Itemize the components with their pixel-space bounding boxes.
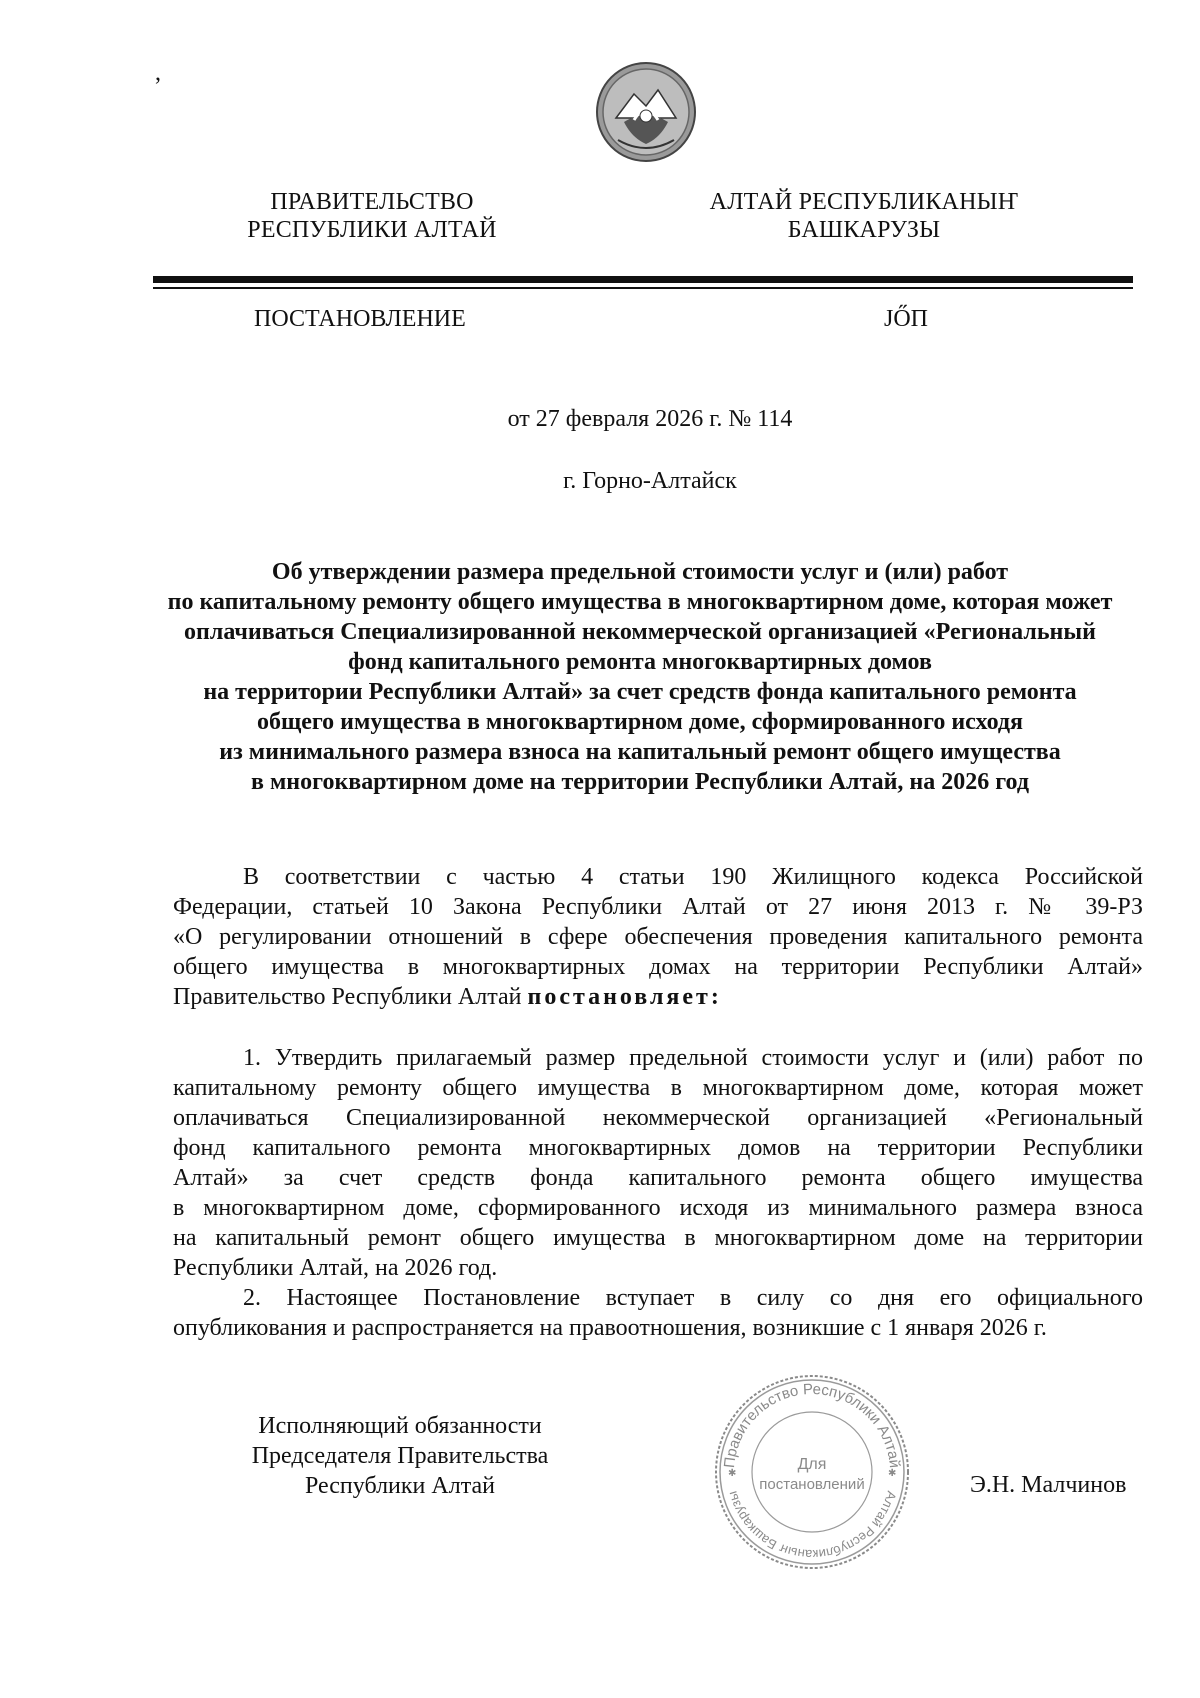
paragraph-line: 2. Настоящее Постановление вступает в силу со дня его официального [243, 1285, 1143, 1311]
title-line: из минимального размера взноса на капитальный ремонт общего имущества [219, 739, 1061, 765]
svg-text:✱: ✱ [888, 1468, 897, 1479]
paragraph-line: оплачиваться Специализированной некоммерческой организацией «Региональный [173, 1105, 1143, 1131]
stamp-inner-line: постановлений [759, 1476, 865, 1493]
title-line: на территории Республики Алтай» за счет средств фонда капитального ремонта [203, 679, 1077, 705]
preamble-subject: Правительство Республики Алтай [173, 984, 522, 1010]
position-line: Республики Алтай [305, 1473, 495, 1499]
position-line: Исполняющий обязанности [258, 1413, 542, 1439]
title-line: оплачиваться Специализированной некоммерческой организацией «Региональный [184, 619, 1096, 645]
paragraph-line: «О регулировании отношений в сфере обеспечения проведения капитального ремонта [173, 924, 1143, 950]
government-name-line: БАШКАРУЗЫ [787, 217, 941, 243]
official-stamp [712, 1372, 912, 1572]
paragraph-line: Алтай» за счет средств фонда капитального ремонта общего имущества [173, 1165, 1143, 1191]
decree-word: постановляет: [527, 984, 722, 1010]
document-title [140, 557, 1140, 797]
svg-text:✱: ✱ [728, 1468, 737, 1479]
government-name-altai [654, 188, 1074, 244]
title-line: общего имущества в многоквартирном доме, сформированного исходя [256, 709, 1024, 735]
paragraph-line: Республики Алтай, на 2026 год. [173, 1255, 498, 1281]
paragraph-line: общего имущества в многоквартирных домах на территории Республики Алтай» [173, 954, 1143, 980]
title-line: Об утверждении размера предельной стоимости услуг и (или) работ [271, 559, 1009, 585]
signatory-name: Э.Н. Малчинов [970, 1472, 1127, 1498]
item-1-paragraph [173, 1043, 1143, 1343]
title-line: в многоквартирном доме на территории Республики Алтай, на 2026 год [251, 769, 1029, 795]
paragraph-line [173, 982, 1143, 1012]
stamp-outer-text-bottom: Алтай Республиканыҥ Башкарузы [724, 1489, 900, 1563]
government-name-line: ПРАВИТЕЛЬСТВО [270, 189, 474, 215]
title-line: по капитальному ремонту общего имущества в многоквартирном доме, которая может [167, 589, 1113, 615]
government-name-line: АЛТАЙ РЕСПУБЛИКАНЫҤ [709, 189, 1019, 215]
header-divider-thin [153, 287, 1133, 289]
stamp-outer-text: Правительство Республики Алтай [720, 1380, 903, 1469]
paragraph-line: опубликования и распространяется на правоотношения, возникшие с 1 января 2026 г. [173, 1315, 1047, 1341]
header-divider-thick [153, 276, 1133, 283]
paragraph-line: 1. Утвердить прилагаемый размер предельной стоимости услуг и (или) работ по [243, 1045, 1143, 1071]
government-name-russian [162, 188, 582, 244]
title-line: фонд капитального ремонта многоквартирных домов [348, 649, 932, 675]
paragraph-line: Федерации, статьей 10 Закона Республики Алтай от 27 июня 2013 г. № 39-РЗ [173, 894, 1143, 920]
coat-of-arms-emblem [594, 60, 698, 164]
document-type-russian: ПОСТАНОВЛЕНИЕ [254, 306, 466, 332]
document-city: г. Горно-Алтайск [563, 468, 737, 494]
paragraph-line: на капитальный ремонт общего имущества в многоквартирном доме на территории [173, 1225, 1143, 1251]
stamp-inner-line: Для [797, 1456, 827, 1473]
position-line: Председателя Правительства [251, 1443, 549, 1469]
document-type-altai: JŐП [884, 306, 929, 332]
document-date-number: от 27 февраля 2026 г. № 114 [507, 406, 793, 432]
paragraph-line: фонд капитального ремонта многоквартирных домов на территории Республики [173, 1135, 1143, 1161]
preamble-paragraph [173, 862, 1143, 1012]
signatory-position [210, 1411, 590, 1501]
paragraph-line: в многоквартирном доме, сформированного исходя из минимального размера взноса [173, 1195, 1143, 1221]
stray-comma-mark: , [155, 60, 161, 86]
paragraph-line: капитальному ремонту общего имущества в многоквартирном доме, которая может [173, 1075, 1143, 1101]
government-name-line: РЕСПУБЛИКИ АЛТАЙ [247, 217, 497, 243]
paragraph-line: В соответствии с частью 4 статьи 190 Жилищного кодекса Российской [243, 864, 1143, 890]
